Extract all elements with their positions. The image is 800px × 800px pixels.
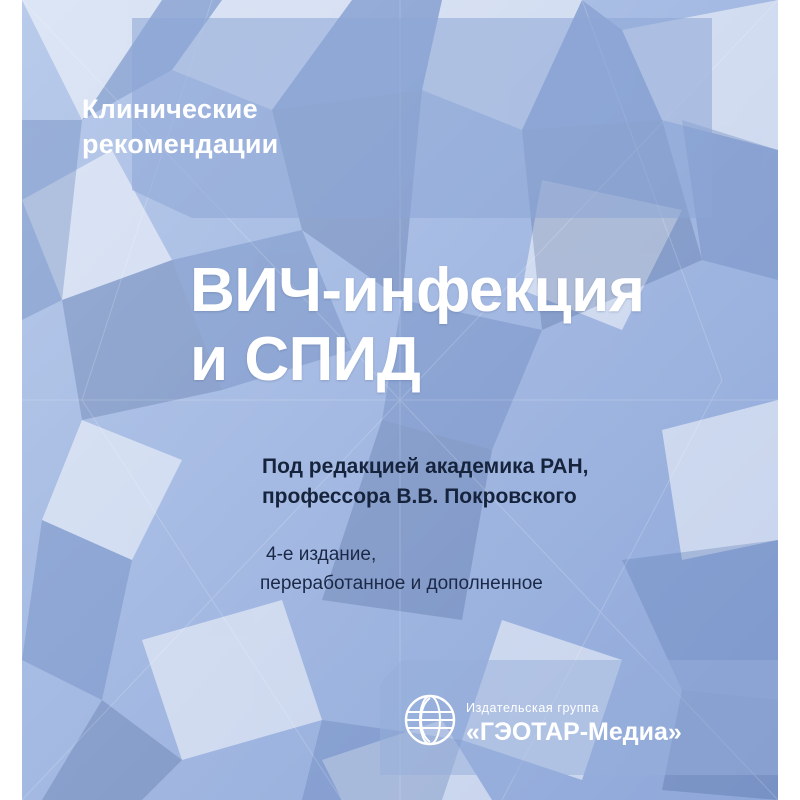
geotar-globe-icon bbox=[404, 694, 456, 746]
editors-credit-line1: Под редакцией академика РАН, bbox=[262, 455, 589, 478]
publisher-info bbox=[466, 700, 766, 747]
edition-line2: переработанное и дополненное bbox=[260, 573, 543, 595]
series-label bbox=[82, 92, 502, 162]
editors-credit bbox=[262, 452, 732, 513]
editors-credit-line2: профессора В.В. Покровского bbox=[262, 485, 577, 509]
series-label-line1: Клинические bbox=[82, 94, 258, 124]
edition-line1: 4-е издание, bbox=[266, 544, 377, 565]
book-title bbox=[190, 256, 710, 395]
edition-statement bbox=[260, 540, 720, 599]
publisher-name: «ГЭОТАР-Медиа» bbox=[466, 718, 682, 747]
series-label-line2: рекомендации bbox=[82, 129, 279, 160]
book-title-line1: ВИЧ-инфекция bbox=[190, 256, 645, 325]
publisher-tagline: Издательская группа bbox=[466, 701, 600, 715]
book-title-line2: и СПИД bbox=[190, 325, 421, 395]
book-cover bbox=[22, 0, 778, 800]
